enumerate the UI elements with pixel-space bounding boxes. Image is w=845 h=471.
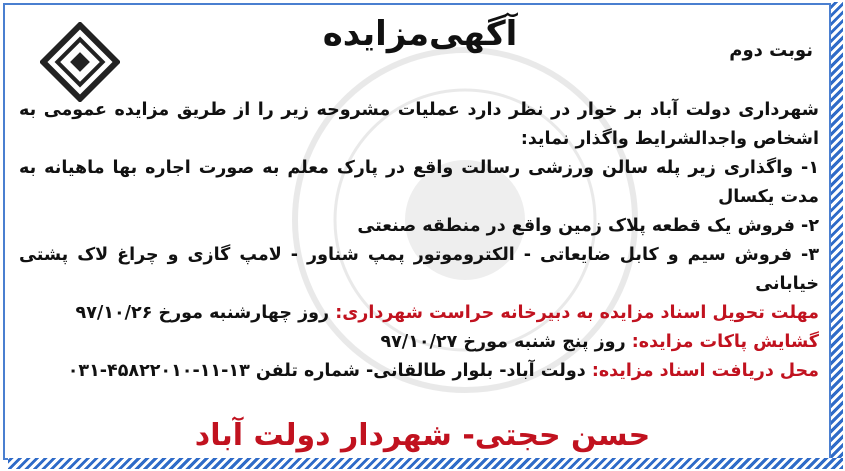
detail-label: مهلت تحویل اسناد مزایده به دبیرخانه حراست شهرداری:	[335, 303, 819, 323]
list-item: ۱- واگذاری زیر پله سالن ورزشی رسالت واقع در پارک معلم به صورت اجاره بها ماهیانه به مدت یکسال	[19, 158, 819, 207]
announcement-title: آگهی‌مزایده	[322, 14, 518, 54]
list-item: ۲- فروش یک قطعه پلاک زمین واقع در منطقه صنعتی	[357, 216, 819, 236]
detail-value: روز پنج شنبه مورخ ۹۷/۱۰/۲۷	[380, 332, 632, 352]
list-item: ۳- فروش سیم و کابل ضایعاتی - الکتروموتور پمپ شناور - لامپ گازی و چراغ لاک پشتی خیابانی	[19, 245, 819, 294]
detail-label: محل دریافت اسناد مزایده:	[591, 361, 819, 381]
detail-deadline	[19, 299, 819, 328]
announcement-body	[19, 96, 819, 386]
decorative-stripe-right	[831, 2, 843, 464]
detail-opening	[19, 328, 819, 357]
detail-value: روز چهارشنبه مورخ ۹۷/۱۰/۲۶	[75, 303, 336, 323]
decorative-stripe-bottom	[8, 458, 843, 469]
detail-value: دولت آباد- بلوار طالقانی- شماره تلفن ۱۳-۱۱-۴۵۸۲۲۰۱۰-۰۳۱	[67, 361, 592, 381]
announcement-round: نوبت دوم	[729, 40, 813, 61]
intro-paragraph: شهرداری دولت آباد بر خوار در نظر دارد عملیات مشروحه زیر را از طریق مزایده عمومی به اشخاص واجدالشرایط واگذار نماید:	[19, 100, 819, 149]
detail-label: گشایش پاکات مزایده:	[631, 332, 819, 352]
municipality-logo	[40, 22, 120, 102]
signature-line: حسن حجتی- شهردار دولت آباد	[194, 418, 651, 453]
detail-location	[19, 357, 819, 386]
